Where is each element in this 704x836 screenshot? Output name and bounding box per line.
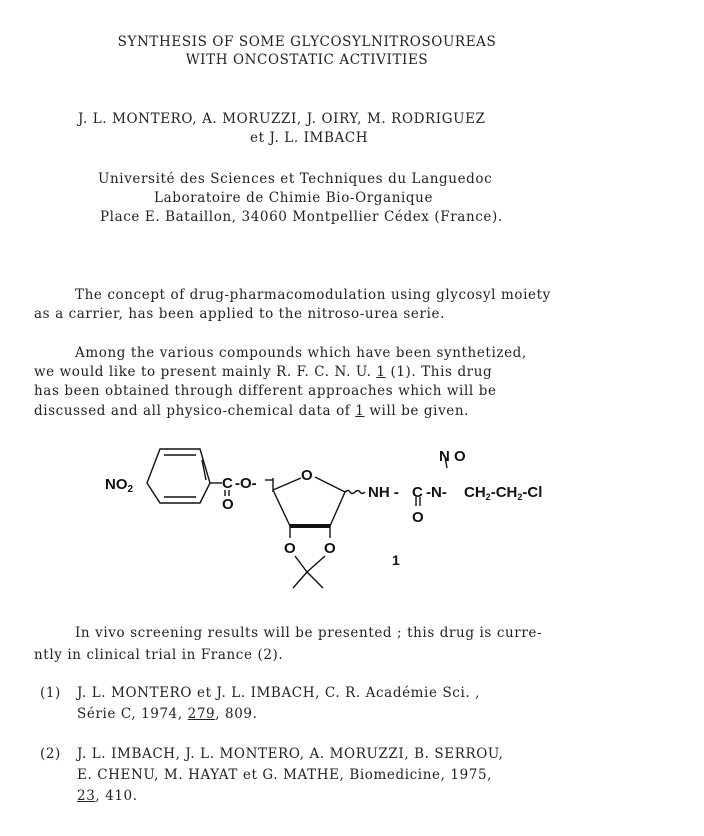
ester-carbon: C	[222, 475, 233, 492]
text: Série C, 1974,	[77, 706, 188, 722]
reference-1-number: (1)	[40, 685, 61, 701]
ring-oxygen: O	[301, 467, 313, 484]
urea-carbon: C	[412, 484, 423, 501]
reference-1-line-1: J. L. MONTERO et J. L. IMBACH, C. R. Académie Sci. ,	[77, 685, 481, 701]
paragraph-2-line-4	[34, 403, 469, 419]
paragraph-2-line-2	[34, 364, 492, 380]
paragraph-1-line-2: as a carrier, has been applied to the nitroso-urea serie.	[34, 306, 445, 322]
reference-2-number: (2)	[40, 746, 61, 762]
authors-line-1: J. L. MONTERO, A. MORUZZI, J. OIRY, M. RODRIGUEZ	[78, 111, 486, 127]
affiliation-line-2: Laboratoire de Chimie Bio-Organique	[154, 190, 434, 206]
title-line-1: SYNTHESIS OF SOME GLYCOSYLNITROSOUREAS	[117, 34, 497, 50]
chemical-structure	[90, 440, 590, 600]
text: , 809.	[215, 706, 258, 722]
carbonyl-oxygen: O	[222, 496, 234, 513]
text: , 410.	[95, 788, 138, 804]
reference-1-line-2	[77, 706, 258, 722]
authors-line-2: et J. L. IMBACH	[250, 130, 369, 146]
compound-ref: 1	[376, 364, 386, 380]
dioxolane-oxygen-1: O	[284, 540, 296, 557]
compound-number: 1	[392, 552, 400, 568]
paragraph-1-line-1: The concept of drug-pharmacomodulation using glycosyl moiety	[75, 287, 551, 303]
reference-2-line-2: E. CHENU, M. HAYAT et G. MATHE, Biomedicine, 1975,	[77, 767, 493, 783]
urea-oxygen: O	[412, 509, 424, 526]
structure-bonds	[147, 449, 447, 588]
ch2-label: $CH_2-CH_2-Cl$	[464, 484, 543, 502]
text: discussed and all physico-chemical data of	[34, 403, 356, 419]
text: (1). This drug	[385, 364, 493, 380]
nitroso-label: N O	[439, 448, 466, 465]
text: will be given.	[364, 403, 470, 419]
reference-2-line-3	[77, 788, 138, 804]
affiliation-line-1: Université des Sciences et Techniques du Languedoc	[98, 171, 493, 187]
nitrogen-label: -N-	[426, 484, 447, 501]
paragraph-2-line-1: Among the various compounds which have been synthetized,	[75, 345, 527, 361]
reference-2-line-1: J. L. IMBACH, J. L. MONTERO, A. MORUZZI, B. SERROU,	[77, 746, 504, 762]
paragraph-3-line-1: In vivo screening results will be presented ; this drug is curre-	[75, 625, 543, 641]
paragraph-2-line-3: has been obtained through different approaches which will be	[34, 383, 497, 399]
paragraph-3-line-2: ntly in clinical trial in France (2).	[34, 647, 284, 663]
dioxolane-oxygen-2: O	[324, 540, 336, 557]
volume: 279	[187, 706, 216, 722]
ester-oxygen: -O-	[235, 475, 257, 492]
compound-ref: 1	[355, 403, 365, 419]
volume: 23	[77, 788, 96, 804]
nitro-label: $NO_2$	[105, 476, 134, 495]
text: we would like to present mainly R. F. C. N. U.	[34, 364, 377, 380]
affiliation-line-3: Place E. Bataillon, 34060 Montpellier Cédex (France).	[100, 209, 503, 225]
title-line-2: WITH ONCOSTATIC ACTIVITIES	[185, 52, 429, 68]
nh-label: NH -	[368, 484, 399, 501]
